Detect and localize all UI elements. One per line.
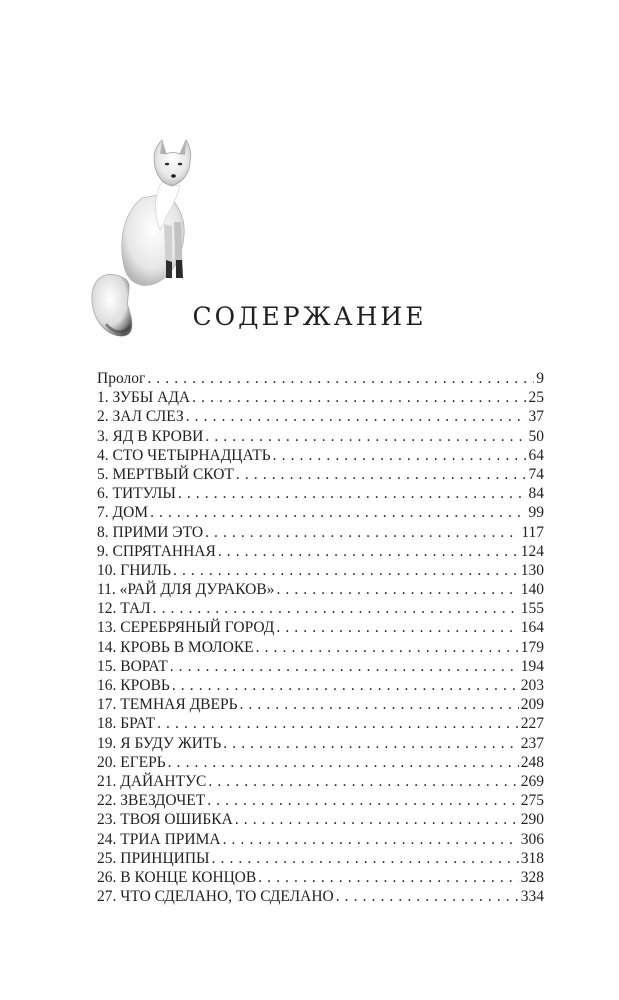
toc-entry (97, 868, 544, 887)
toc-entry-page-number: 237 (520, 734, 544, 752)
toc-entry-title: 5. МЕРТВЫЙ СКОТ (97, 465, 234, 483)
toc-entry-page-number: 209 (520, 696, 544, 714)
toc-entry-page-number: 155 (520, 600, 544, 618)
toc-entry-page-number: 227 (520, 715, 544, 733)
toc-entry-page-number: 64 (528, 446, 544, 464)
toc-entry (97, 599, 544, 618)
toc-entry-title: 10. ГНИЛЬ (97, 561, 172, 579)
toc-entry-title: 12. ТАЛ (97, 600, 151, 618)
toc-entry (97, 772, 544, 791)
toc-entry-title: 19. Я БУДУ ЖИТЬ (97, 734, 222, 752)
toc-entry (97, 484, 544, 503)
toc-entry-title: 20. ЕГЕРЬ (97, 753, 166, 771)
table-of-contents (97, 369, 544, 906)
toc-entry-title: 2. ЗАЛ СЛЕЗ (97, 408, 184, 426)
toc-entry-page-number: 74 (528, 465, 544, 483)
toc-entry (97, 542, 544, 561)
toc-entry-title: 9. СПРЯТАННАЯ (97, 542, 216, 560)
toc-entry-page-number: 328 (520, 868, 544, 886)
toc-entry-page-number: 124 (520, 542, 544, 560)
dot-leader (205, 523, 519, 542)
toc-entry (97, 753, 544, 772)
toc-entry-title: 11. «РАЙ ДЛЯ ДУРАКОВ» (97, 581, 275, 599)
toc-entry-page-number: 37 (528, 408, 544, 426)
contents-heading: СОДЕРЖАНИЕ (192, 302, 427, 331)
toc-entry (97, 427, 544, 446)
toc-entry-page-number: 50 (528, 427, 544, 445)
toc-entry-title: 3. ЯД В КРОВИ (97, 427, 204, 445)
toc-entry (97, 446, 544, 465)
toc-entry-page-number: 269 (520, 772, 544, 790)
dot-leader (256, 638, 519, 657)
toc-entry (97, 657, 544, 676)
toc-entry (97, 887, 544, 906)
toc-entry-title: 21. ДАЙАНТУС (97, 772, 207, 790)
dot-leader (336, 887, 519, 906)
toc-entry (97, 849, 544, 868)
dot-leader (239, 695, 518, 714)
dot-leader (153, 599, 519, 618)
dot-leader (223, 830, 519, 849)
toc-entry-title: 26. В КОНЦЕ КОНЦОВ (97, 868, 257, 886)
dot-leader (235, 810, 519, 829)
toc-entry-title: 24. ТРИА ПРИМА (97, 830, 221, 848)
toc-entry-title: 22. ЗВЕЗДОЧЕТ (97, 792, 206, 810)
toc-entry (97, 369, 544, 388)
toc-entry-title: 16. КРОВЬ (97, 677, 170, 694)
toc-entry-title: 18. БРАТ (97, 715, 156, 733)
toc-entry (97, 638, 544, 657)
toc-entry-title: 4. СТО ЧЕТЫРНАДЦАТЬ (97, 446, 271, 464)
toc-entry (97, 580, 544, 599)
toc-entry-page-number: 203 (520, 677, 544, 694)
toc-entry-page-number: 99 (528, 504, 544, 522)
dot-leader (178, 484, 527, 503)
toc-entry-page-number: 334 (520, 888, 544, 906)
dot-leader (207, 791, 519, 810)
toc-entry-page-number: 275 (520, 792, 544, 810)
toc-entry-title: 8. ПРИМИ ЭТО (97, 523, 204, 541)
toc-entry-page-number: 290 (520, 811, 544, 829)
toc-entry (97, 810, 544, 829)
toc-entry-page-number: 306 (520, 830, 544, 848)
toc-entry (97, 734, 544, 753)
toc-entry (97, 465, 544, 484)
dot-leader (186, 407, 527, 426)
dot-leader (276, 618, 518, 637)
dot-leader (172, 676, 519, 695)
toc-entry (97, 791, 544, 810)
toc-entry-page-number: 140 (520, 581, 544, 599)
toc-entry-page-number: 84 (528, 485, 544, 503)
dot-leader (192, 388, 526, 407)
toc-entry-title: 6. ТИТУЛЫ (97, 485, 176, 503)
toc-entry-page-number: 9 (536, 370, 544, 387)
toc-entry (97, 407, 544, 426)
dot-leader (258, 868, 519, 887)
toc-entry-page-number: 130 (520, 561, 544, 579)
toc-entry-page-number: 248 (520, 753, 544, 771)
toc-entry-title: 23. ТВОЯ ОШИБКА (97, 811, 233, 829)
toc-entry (97, 618, 544, 637)
dot-leader (218, 542, 519, 561)
toc-entry-page-number: 25 (528, 389, 544, 407)
dot-leader (273, 446, 527, 465)
toc-entry-title: 15. ВОРАТ (97, 657, 168, 675)
dot-leader (212, 849, 519, 868)
toc-entry-page-number: 164 (520, 619, 544, 637)
toc-entry (97, 388, 544, 407)
toc-entry-page-number: 318 (520, 849, 544, 867)
toc-entry (97, 714, 544, 733)
dot-leader (223, 734, 518, 753)
dot-leader (236, 465, 527, 484)
toc-entry-title: 14. КРОВЬ В МОЛОКЕ (97, 638, 254, 656)
dot-leader (157, 714, 519, 733)
toc-entry-title: 27. ЧТО СДЕЛАНО, ТО СДЕЛАНО (97, 888, 334, 906)
dot-leader (168, 753, 519, 772)
dot-leader (205, 427, 526, 446)
toc-entry (97, 695, 544, 714)
dot-leader (208, 772, 518, 791)
toc-entry (97, 561, 544, 580)
toc-entry-page-number: 194 (520, 657, 544, 675)
toc-entry (97, 830, 544, 849)
toc-entry-page-number: 117 (521, 523, 544, 541)
dot-leader (150, 503, 526, 522)
toc-entry-title: 13. СЕРЕБРЯНЫЙ ГОРОД (97, 619, 275, 637)
dot-leader (276, 580, 518, 599)
toc-entry-title: 17. ТЕМНАЯ ДВЕРЬ (97, 696, 238, 714)
dot-leader (147, 369, 534, 388)
toc-entry-title: Пролог (97, 370, 146, 387)
toc-entry-title: 25. ПРИНЦИПЫ (97, 849, 210, 867)
dot-leader (173, 561, 519, 580)
toc-entry (97, 523, 544, 542)
toc-entry (97, 503, 544, 522)
dot-leader (170, 657, 519, 676)
toc-entry-title: 7. ДОМ (97, 504, 149, 522)
toc-entry-page-number: 179 (520, 638, 544, 656)
toc-entry-title: 1. ЗУБЫ АДА (97, 389, 191, 407)
toc-entry (97, 676, 544, 695)
